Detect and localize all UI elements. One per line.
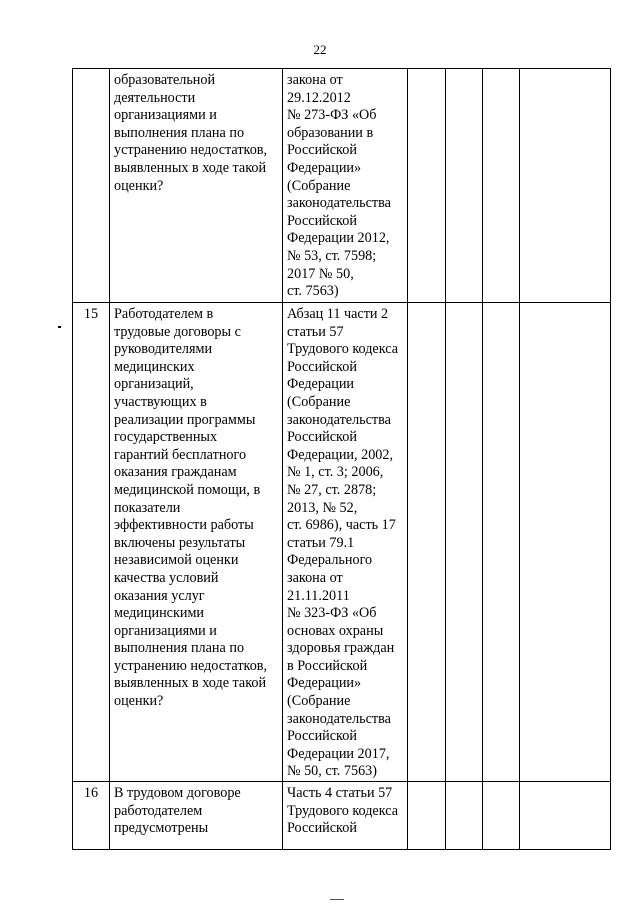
table-row (73, 303, 611, 782)
text-line: организаций, (114, 376, 194, 393)
text-line: Федерации (287, 376, 355, 393)
text-line: оказания услуг (114, 587, 205, 604)
text-line: № 27, ст. 2878; (287, 481, 377, 498)
text-line: 2017 № 50, (287, 265, 354, 282)
text-line: организациями и (114, 622, 217, 639)
notes-cell (520, 782, 611, 850)
text-line: образовательной (114, 72, 216, 88)
row-number: 15 (73, 303, 110, 782)
text-line: участвующих в (114, 393, 207, 410)
text-line: выполнения плана по (114, 124, 245, 141)
text-line: Часть 4 статьи 57 (287, 785, 393, 802)
text-line: 2013, № 52, (287, 499, 358, 516)
text-line: оценки? (114, 177, 164, 194)
text-line: независимой оценки (114, 552, 239, 569)
text-line: законодательства (287, 195, 391, 212)
text-line: Абзац 11 части 2 (287, 306, 389, 322)
page-number: 22 (313, 42, 327, 57)
text-line: Трудового кодекса (287, 802, 399, 819)
text-line: устранению недостатков, (114, 142, 268, 159)
requirement-question (110, 69, 283, 303)
table-row (73, 782, 611, 850)
text-line: ст. 6986), часть 17 (287, 517, 396, 534)
text-line: № 53, ст. 7598; (287, 247, 377, 264)
answer-yes-cell (408, 303, 446, 782)
text-line: показатели (114, 499, 181, 516)
text-line: закона от (287, 72, 343, 88)
text-line: Федерации 2012, (287, 230, 390, 247)
text-line: реализации программы (114, 411, 256, 428)
requirement-question (110, 782, 283, 850)
text-line: 29.12.2012 (287, 89, 351, 106)
text-line: выполнения плана по (114, 640, 245, 657)
text-line: организациями и (114, 107, 217, 124)
text-line: медицинской помощи, в (114, 481, 261, 498)
text-line: медицинскими (114, 605, 205, 622)
text-line: Федерации» (287, 159, 362, 176)
text-line: Российской (287, 820, 357, 837)
text-line: (Собрание (287, 177, 351, 194)
text-line: В трудовом договоре (114, 785, 241, 802)
legal-basis (283, 69, 408, 303)
text-line: оказания гражданам (114, 464, 237, 481)
legal-basis (283, 782, 408, 850)
answer-yes-cell (408, 782, 446, 850)
text-line: закона от (287, 569, 343, 586)
text-line: Федерального (287, 552, 373, 569)
text-line: Трудового кодекса (287, 341, 399, 358)
text-line: статьи 79.1 (287, 534, 355, 551)
text-line: деятельности (114, 89, 196, 106)
scan-artifact (330, 899, 344, 900)
text-line: Работодателем в (114, 306, 214, 322)
text-line: статьи 57 (287, 323, 344, 340)
text-line: № 323-ФЗ «Об (287, 605, 377, 622)
notes-cell (520, 303, 611, 782)
text-line: законодательства (287, 710, 391, 727)
text-line: качества условий (114, 569, 219, 586)
notes-cell (520, 69, 611, 303)
text-line: устранению недостатков, (114, 657, 268, 674)
text-line: руководителями (114, 341, 213, 358)
text-line: в Российской (287, 657, 368, 674)
text-line: № 50, ст. 7563) (287, 763, 377, 780)
text-line: ст. 7563) (287, 283, 339, 300)
checklist-table (72, 68, 611, 850)
text-line: 21.11.2011 (287, 587, 350, 604)
table-row (73, 69, 611, 303)
text-line: Российской (287, 429, 357, 446)
text-line: предусмотрены (114, 820, 209, 837)
answer-yes-cell (408, 69, 446, 303)
text-line: оценки? (114, 693, 164, 710)
text-line: Российской (287, 212, 357, 229)
answer-no-cell (446, 303, 483, 782)
text-line: Федерации 2017, (287, 745, 390, 762)
row-number (73, 69, 110, 303)
text-line: гарантий бесплатного (114, 446, 247, 463)
answer-na-cell (483, 69, 520, 303)
text-line: выявленных в ходе такой (114, 159, 267, 176)
answer-na-cell (483, 782, 520, 850)
text-line: законодательства (287, 411, 391, 428)
answer-no-cell (446, 69, 483, 303)
text-line: работодателем (114, 802, 203, 819)
scan-mark (58, 326, 61, 328)
text-line: государственных (114, 429, 218, 446)
text-line: № 1, ст. 3; 2006, (287, 464, 384, 481)
text-line: (Собрание (287, 693, 351, 710)
answer-na-cell (483, 303, 520, 782)
text-line: Российской (287, 142, 357, 159)
text-line: эффективности работы (114, 517, 254, 534)
text-line: Федерации» (287, 675, 362, 692)
text-line: здоровья граждан (287, 640, 395, 657)
text-line: трудовые договоры с (114, 323, 241, 340)
text-line: выявленных в ходе такой (114, 675, 267, 692)
text-line: Федерации, 2002, (287, 446, 394, 463)
text-line: медицинских (114, 358, 195, 375)
text-line: Российской (287, 358, 357, 375)
text-line: (Собрание (287, 393, 351, 410)
text-line: № 273-ФЗ «Об (287, 107, 377, 124)
legal-basis (283, 303, 408, 782)
text-line: основах охраны (287, 622, 384, 639)
row-number: 16 (73, 782, 110, 850)
text-line: включены результаты (114, 534, 246, 551)
requirement-question (110, 303, 283, 782)
text-line: образовании в (287, 124, 374, 141)
answer-no-cell (446, 782, 483, 850)
text-line: Российской (287, 728, 357, 745)
